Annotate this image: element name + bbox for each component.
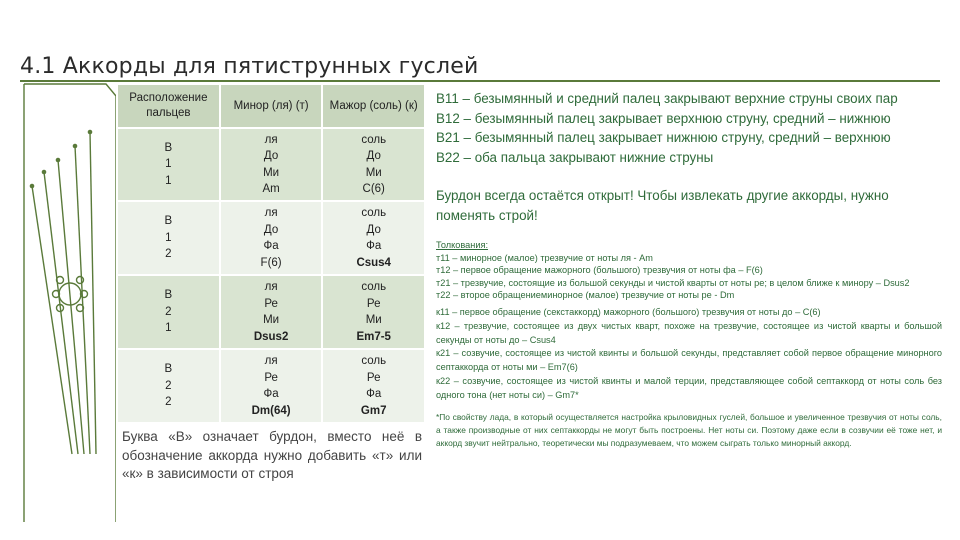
legend-line: В22 – оба пальца закрывают нижние струны	[436, 149, 714, 165]
interpretations-block	[436, 239, 942, 302]
interpretation-line: к11 – первое обращение (секстаккорд) мажорного (большого) трезвучия от ноты до – C(6)	[436, 306, 821, 317]
interpretation-line: т12 – первое обращение мажорного (большого) трезвучия от ноты фа – F(6)	[436, 265, 763, 276]
legend-line: В21 – безымянный палец закрывает нижнюю струну, средний – верхнюю	[436, 130, 891, 145]
major-chord-cell: соль До Фа Csus4	[322, 201, 425, 275]
finger-position-cell: В 2 2	[117, 349, 220, 423]
legend-line: В12 – безымянный палец закрывает верхнюю струну, средний – нижнюю	[436, 110, 891, 126]
minor-chord-cell: ля Ре Ми Dsus2	[220, 275, 323, 349]
major-chord-cell: соль До Ми C(6)	[322, 128, 425, 201]
major-chord-cell: соль Ре Фа Gm7	[322, 349, 425, 423]
table-header-row	[117, 84, 425, 128]
gusli-illustration	[20, 82, 116, 522]
minor-chord-cell: ля До Фа F(6)	[220, 201, 323, 275]
chords-table	[116, 83, 426, 424]
interpretation-line: т21 – трезвучие, состоящие из большой секунды и чистой кварты от ноты ре; в целом ближе к минору – Dsus2	[436, 277, 910, 288]
interpretation-line: т22 – второе обращениеминорное (малое) трезвучие от ноты ре - Dm	[436, 290, 735, 301]
finger-position-legend	[436, 89, 942, 167]
minor-chord-cell: ля До Ми Am	[220, 128, 323, 201]
interpretation-line: к21 – созвучие, состоящее из чистой квинты и большой секунды, представляет собой первое обращение минорного септаккорда от ноты ми – Em7(6)	[436, 348, 942, 373]
table-row	[117, 201, 425, 275]
header-finger-position: Расположение пальцев	[117, 84, 220, 128]
header-minor: Минор (ля) (т)	[220, 84, 323, 128]
table-row	[117, 128, 425, 201]
finger-position-cell: В 1 2	[117, 201, 220, 275]
major-interpretations-block	[436, 306, 942, 403]
interpretation-line: к22 – созвучие, состоящее из чистой квинты и малой терции, представляющее собой септаккорд от ноты соль без одного тона (нет ноты си) – Gm7*	[436, 375, 942, 400]
header-major: Мажор (соль) (к)	[322, 84, 425, 128]
footnote: *По свойству лада, в который осуществляется настройка крыловидных гуслей, большое и увеличенное трезвучия от ноты соль, а также производные от них септаккорды не могут быть построены. Нет ноты си. Поэтому даже если в созвучии её тоже нет, и аккорд звучит нейтрально, теоретически мы подразумеваем, что можем сыграть только минорный аккорд.	[436, 411, 942, 449]
page-title: 4.1 Аккорды для пятиструнных гуслей	[20, 54, 479, 79]
finger-position-cell: В 2 1	[117, 275, 220, 349]
title-underline	[20, 80, 940, 82]
interpretation-line: т11 – минорное (малое) трезвучие от ноты ля - Am	[436, 252, 653, 263]
legend-line: В11 – безымянный и средний палец закрывают верхние струны своих пар	[436, 91, 898, 106]
interpretation-line: к12 – трезвучие, состоящее из двух чистых кварт, похоже на трезвучие, состоящее из чистой кварты и большой секунды от ноты до – Csus4	[436, 320, 942, 345]
burdon-note: Буква «В» означает бурдон, вместо неё в обозначение аккорда нужно добавить «т» или «к» в зависимости от строя	[122, 429, 422, 481]
burdon-warning: Бурдон всегда остаётся открыт! Чтобы извлекать другие аккорды, нужно поменять строй!	[436, 188, 889, 223]
minor-chord-cell: ля Ре Фа Dm(64)	[220, 349, 323, 423]
major-chord-cell: соль Ре Ми Em7-5	[322, 275, 425, 349]
interpretations-heading: Толкования:	[436, 240, 489, 250]
table-row	[117, 275, 425, 349]
explanations-column	[436, 89, 942, 451]
finger-position-cell: В 1 1	[117, 128, 220, 201]
table-row	[117, 349, 425, 423]
